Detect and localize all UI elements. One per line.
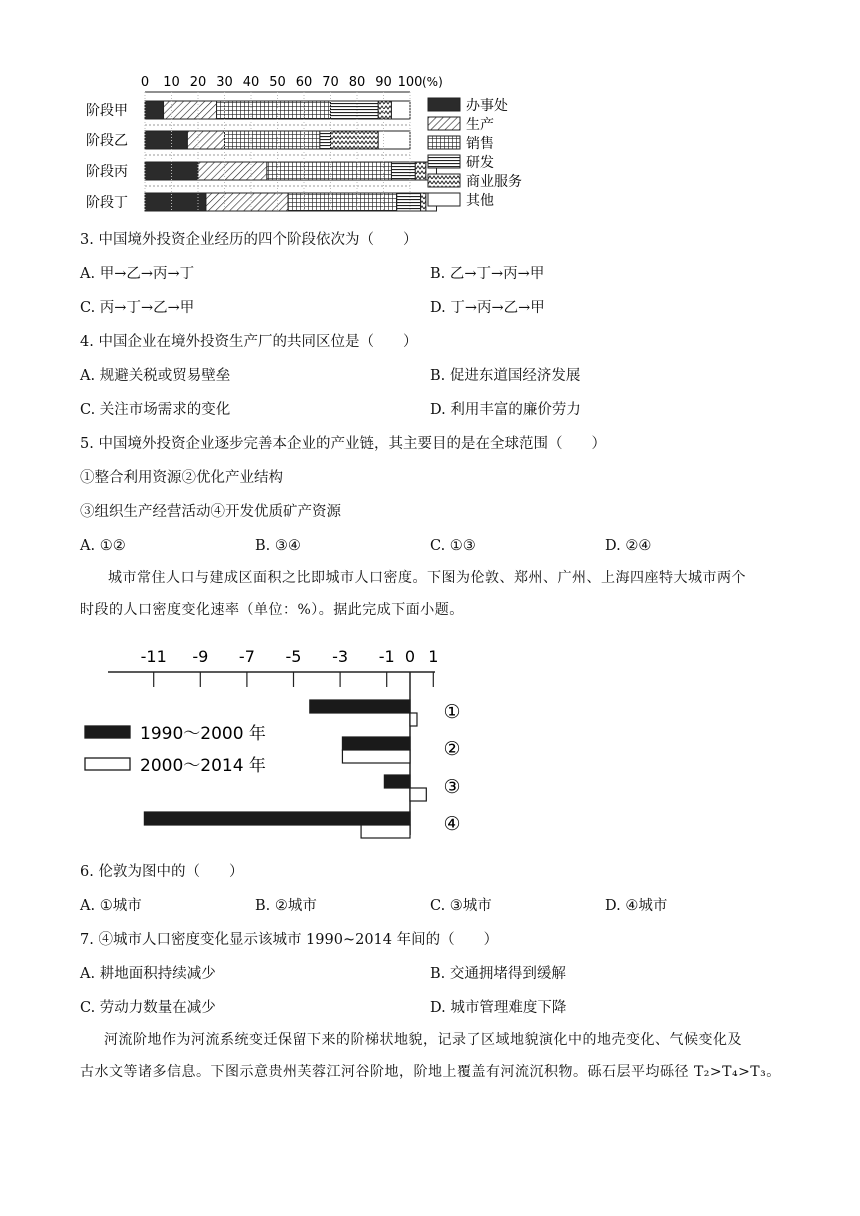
stage-bar-segment: [320, 131, 331, 149]
q5-option-a[interactable]: A. ①②: [80, 538, 126, 554]
q7-stem: 7. ④城市人口密度变化显示该城市 1990~2014 年间的（ ）: [80, 932, 499, 948]
stage-axis-tick: 0: [140, 75, 150, 90]
stage-bar-segment: [217, 101, 331, 119]
q5-option-b[interactable]: B. ③④: [255, 538, 301, 554]
q7-option-c[interactable]: C. 劳动力数量在减少: [80, 1000, 216, 1016]
q5-stem: 5. 中国境外投资企业逐步完善本企业的产业链，其主要目的是在全球范围（ ）: [80, 436, 606, 452]
stage-bar-segment: [145, 193, 206, 211]
q4-option-a[interactable]: A. 规避关税或贸易壁垒: [80, 368, 231, 384]
q4-option-c[interactable]: C. 关注市场需求的变化: [80, 402, 231, 418]
q6-stem: 6. 伦敦为图中的（ ）: [80, 864, 244, 880]
q6-option-d[interactable]: D. ④城市: [605, 898, 668, 914]
density-axis-tick: -9: [192, 647, 209, 666]
stage-row-label: 阶段丙: [86, 164, 128, 180]
q5-choices-2: ③组织生产经营活动④开发优质矿产资源: [80, 504, 341, 520]
stage-bar-segment: [198, 162, 267, 180]
intro-density-line2: 时段的人口密度变化速率（单位：%）。据此完成下面小题。: [80, 602, 464, 618]
stage-bar-segment: [415, 162, 426, 180]
density-bar-2000-2014: [342, 750, 410, 763]
q6-option-c[interactable]: C. ③城市: [430, 898, 492, 914]
stage-bar-segment: [225, 131, 320, 149]
intro-density-line1: 城市常住人口与建成区面积之比即城市人口密度。下图为伦敦、郑州、广州、上海四座特大城市两个: [108, 570, 746, 586]
q6-option-a[interactable]: A. ①城市: [80, 898, 142, 914]
density-chart-svg: [80, 640, 480, 845]
stage-axis-tick: 60: [295, 75, 313, 90]
q3-option-c[interactable]: C. 丙→丁→乙→甲: [80, 300, 195, 316]
q3-option-b[interactable]: B. 乙→丁→丙→甲: [430, 266, 545, 282]
density-legend-swatch: [85, 726, 130, 738]
intro-terrace-line2: 古水文等诸多信息。下图示意贵州芙蓉江河谷阶地，阶地上覆盖有河流沉积物。砾石层平均砾径 T₂>T₄>T₃。: [80, 1064, 781, 1080]
q4-option-b[interactable]: B. 促进东道国经济发展: [430, 368, 581, 384]
density-row-label: ③: [443, 776, 461, 798]
stage-axis-tick: 90: [375, 75, 392, 90]
stage-bar-segment: [288, 193, 397, 211]
stage-legend-label: 销售: [466, 136, 494, 152]
stage-bar-segment: [187, 131, 224, 149]
density-bar-1990-2000: [144, 812, 410, 825]
density-bar-2000-2014: [410, 788, 426, 801]
stage-bar-segment: [421, 193, 426, 211]
q4-option-d[interactable]: D. 利用丰富的廉价劳力: [430, 402, 581, 418]
stage-legend-swatch: [428, 193, 460, 206]
q3-stem: 3. 中国境外投资企业经历的四个阶段依次为（ ）: [80, 232, 418, 248]
stage-bar-segment: [378, 131, 410, 149]
density-axis-tick: 1: [428, 647, 439, 666]
density-axis-tick: -11: [140, 647, 167, 666]
density-row-label: ①: [443, 701, 461, 723]
stage-axis-tick: 70: [322, 75, 339, 90]
density-axis-tick: 0: [404, 647, 416, 666]
stage-bar-segment: [331, 101, 379, 119]
stage-legend-label: 生产: [466, 117, 494, 133]
stage-bar-segment: [378, 101, 391, 119]
stage-row-label: 阶段甲: [86, 103, 128, 119]
stage-chart: [80, 70, 540, 215]
density-legend-swatch: [85, 758, 130, 770]
stage-bar-segment: [391, 101, 410, 119]
stage-bar-segment: [397, 193, 421, 211]
stage-axis-tick: 10: [163, 75, 180, 90]
stage-axis-tick: 40: [242, 75, 260, 90]
density-bar-2000-2014: [410, 713, 417, 726]
q7-option-a[interactable]: A. 耕地面积持续减少: [80, 966, 216, 982]
q5-choices-1: ①整合利用资源②优化产业结构: [80, 470, 283, 486]
stage-bar-segment: [391, 162, 415, 180]
q6-option-b[interactable]: B. ②城市: [255, 898, 317, 914]
stage-bar-segment: [145, 131, 187, 149]
stage-bar-segment: [331, 131, 379, 149]
density-axis-tick: -5: [285, 647, 302, 666]
density-legend-label: 2000～2014 年: [140, 756, 266, 776]
intro-terrace-line1: 河流阶地作为河流系统变迁保留下来的阶梯状地貌，记录了区域地貌演化中的地壳变化、气候变化及: [104, 1032, 742, 1048]
density-axis-tick: -3: [332, 647, 349, 666]
density-row-label: ②: [443, 738, 461, 760]
stage-legend-swatch: [428, 174, 460, 187]
density-axis-tick: -7: [238, 647, 255, 666]
density-row-label: ④: [443, 813, 461, 835]
density-bar-1990-2000: [384, 775, 410, 788]
stage-legend-swatch: [428, 136, 460, 149]
stage-legend-swatch: [428, 98, 460, 111]
q7-option-d[interactable]: D. 城市管理难度下降: [430, 1000, 567, 1016]
q3-option-a[interactable]: A. 甲→乙→丙→丁: [80, 266, 195, 282]
density-bar-1990-2000: [310, 700, 410, 713]
density-bar-2000-2014: [361, 825, 410, 838]
stage-chart-svg: [80, 70, 540, 215]
stage-axis-tick: 80: [348, 75, 366, 90]
stage-bar-segment: [206, 193, 288, 211]
stage-row-label: 阶段乙: [86, 133, 128, 149]
q4-stem: 4. 中国企业在境外投资生产厂的共同区位是（ ）: [80, 334, 418, 350]
stage-axis-tick: 100: [397, 75, 423, 90]
density-chart: [80, 640, 480, 845]
q5-option-c[interactable]: C. ①③: [430, 538, 476, 554]
stage-axis-unit: (%): [422, 75, 443, 89]
q3-option-d[interactable]: D. 丁→丙→乙→甲: [430, 300, 545, 316]
q5-option-d[interactable]: D. ②④: [605, 538, 652, 554]
stage-axis-tick: 50: [269, 75, 286, 90]
stage-legend-swatch: [428, 155, 460, 168]
q7-option-b[interactable]: B. 交通拥堵得到缓解: [430, 966, 566, 982]
stage-axis-tick: 20: [189, 75, 207, 90]
stage-bar-segment: [145, 101, 164, 119]
stage-legend-label: 办事处: [466, 98, 508, 114]
stage-legend-label: 其他: [466, 193, 494, 209]
stage-legend-label: 商业服务: [466, 174, 522, 190]
density-legend-label: 1990～2000 年: [140, 724, 266, 744]
stage-axis-tick: 30: [216, 75, 233, 90]
stage-legend-swatch: [428, 117, 460, 130]
density-bar-1990-2000: [342, 737, 410, 750]
stage-legend-label: 研发: [466, 155, 494, 171]
stage-row-label: 阶段丁: [86, 195, 128, 211]
stage-bar-segment: [267, 162, 392, 180]
density-axis-tick: -1: [378, 647, 395, 666]
